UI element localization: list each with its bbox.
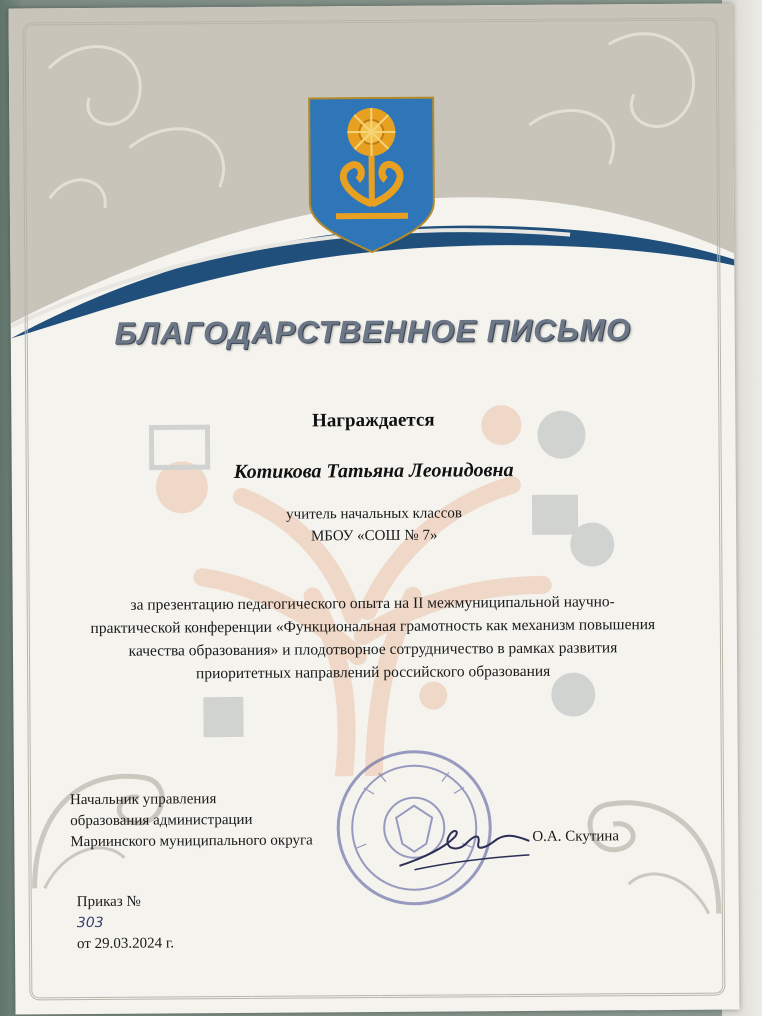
award-reason [73, 590, 674, 686]
order-number-line [77, 891, 174, 934]
order-label: Приказ № [76, 893, 141, 911]
awarded-label: Награждается [312, 409, 435, 432]
signatory-title-line: Начальник управления [69, 791, 217, 809]
signatory-title-line: Мариинского муниципального округа [70, 832, 313, 851]
signatory-title-line: образования администрации [70, 811, 253, 830]
recipient-name: Котикова Татьяна Леонидовна [233, 459, 514, 483]
reason-line: приоритетных направлений российского образования [195, 662, 551, 683]
reason-line: качества образования» и плодотворное сотрудничество в рамках развития [128, 639, 618, 660]
recipient-position: учитель начальных классов [286, 505, 462, 523]
order-number: 303 [76, 914, 104, 932]
order-date: от 29.03.2024 г. [76, 935, 175, 953]
signatory-title [70, 788, 313, 853]
order-info [77, 891, 175, 955]
recipient-school: МБОУ «СОШ № 7» [310, 527, 438, 545]
signatory-name: О.А. Скутина [532, 828, 620, 845]
reason-line: за презентацию педагогического опыта на II межмуниципальной научно- [130, 593, 615, 614]
certificate-sheet [8, 3, 739, 1014]
reason-line: практической конференции «Функциональная грамотность как механизм повышения [90, 616, 656, 637]
certificate-text [8, 3, 739, 1014]
certificate-title: БЛАГОДАРСТВЕННОЕ ПИСЬМО [114, 312, 632, 351]
